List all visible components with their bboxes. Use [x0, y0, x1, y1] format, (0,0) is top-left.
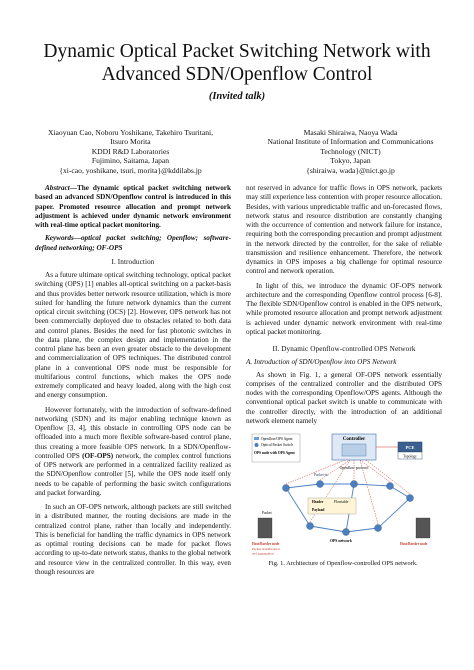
right-column — [246, 184, 442, 426]
paragraph: not reserved in advance for traffic flows in OPS network, packets may still experience less contention with proper resource allocation. Besides, with various unpredictable traffic and un-forecasted flows, network status and resource distribution are constantly changing with the occurrence of contention and network failure for instance, requiring both the corresponding precaution and prompt adjustment in the network directed by the controller, for the sake of reliable transmission and resilience enhancement. Therefore, the network dynamics in OPS imposes a big challenge for optimal resource control and network operation. — [246, 184, 442, 276]
architecture-figure — [250, 432, 436, 562]
svg-text:Payload: Payload — [312, 508, 325, 512]
server-icon — [342, 444, 366, 456]
svg-text:PCE: PCE — [405, 445, 415, 450]
svg-text:and aggregation: and aggregation — [252, 551, 274, 556]
section-2-heading: II. Dynamic Openflow-controlled OPS Network — [272, 345, 416, 353]
pce-box — [376, 442, 422, 459]
svg-text:Packet classification: Packet classification — [252, 547, 280, 551]
keywords: Keywords—optical packet switching; Openflow; software-defined networking; OF-OPS — [35, 234, 231, 252]
host-left — [252, 518, 280, 556]
switch-icon — [255, 443, 259, 447]
svg-text:OPS node with OPS Agent: OPS node with OPS Agent — [254, 451, 295, 455]
svg-text:Packet: Packet — [262, 511, 272, 515]
svg-text:Host/Border node: Host/Border node — [400, 542, 428, 546]
svg-text:Header: Header — [312, 500, 324, 504]
agent-icon — [254, 437, 259, 440]
paragraph: As shown in Fig. 1, a general OF-OPS network essentially comprises of the centralized controller and the distributed OPS nodes with the corresponding Openflow/OPS agents. Although the conventional optical packet switch is unable to communicate with the controller directly, with the introduction of an additional network element namely — [246, 370, 442, 425]
svg-text:Controller: Controller — [342, 437, 366, 442]
paragraph: In such an OF-OPS network, although packets are still switched in a distributed manner, the routing decisions are made in the centralized control plane, rather than locally and independently. This is beneficial for handling the traffic dynamics in OPS network as optimal routing decisions can be made for packet flows according to up-to-date network status, thanks to the global network and resource view in the centralized controller. In this way, even though resources are — [35, 503, 232, 576]
controller-box — [332, 434, 376, 460]
host-right — [400, 518, 430, 546]
left-column — [35, 184, 231, 577]
svg-text:Packet-in: Packet-in — [314, 473, 328, 477]
section-1-heading: I. Introduction — [111, 257, 155, 266]
flowtable-node — [308, 498, 356, 514]
svg-text:Optical Packet Switch: Optical Packet Switch — [261, 443, 293, 447]
figure-caption: Fig. 1. Architecture of Openflow-controlled OPS network. — [268, 560, 418, 567]
paragraph: In light of this, we introduce the dynamic OF-OPS network architecture and the corresponding Openflow control process [6-8]. The flexible SDN/Openflow control is enabled in the OPS network, while promoted resource allocation and prompt network adjustment is achieved under dynamic network environment with real-time optical packet monitoring. — [246, 281, 442, 336]
affiliation-left: Xiaoyuan Cao, Noboru Yoshikane, Takehiro Tsuritani, Itsuro Morita KDDI R&D Laboratories Fujimino, Saitama, Japan {xi-cao, yoshikane, tsuri, morita}@kddilabs.jp — [47, 128, 214, 175]
paragraph: As a future ultimate optical switching technology, optical packet switching (OPS) [1] enables all-optical switching on a packet-basis and thus provides better network resource utilization, which is more suited for handling the future network dynamics than the current optical circuit switching (OCS) [2]. However, OPS network has not been commercially deployed due to obstacles related to both data and control planes. Besides the need for fast photonic switches in the data plane, the complex design and implementation in the control plane has been an even greater obstacle to the development and commercialization of OPS techniques. The distributed control plane in a conventional OPS node must be responsible for multifarious control functions, which makes the OPS node extremely complicated and heavy loaded, along with the high cost and energy consumption. — [35, 271, 231, 400]
paper-title: Dynamic Optical Packet Switching Network with Advanced SDN/Openflow Control — [43, 41, 431, 85]
svg-text:Flowtable: Flowtable — [334, 500, 349, 504]
svg-text:Openflow/OPS Agent: Openflow/OPS Agent — [261, 437, 293, 441]
svg-text:Openflow protocol: Openflow protocol — [339, 466, 369, 470]
abstract: Abstract—The dynamic optical packet switching network based an advanced SDN/Openflow control is introduced in this paper. Promoted resource allocation and prompt network adjustment is achieved under dynamic network environment with real-time optical packet monitoring. — [35, 184, 231, 229]
svg-text:Topology: Topology — [403, 454, 417, 459]
svg-text:OPS network: OPS network — [330, 539, 352, 543]
subsection-a-heading: A. Introduction of SDN/Openflow into OPS Network — [246, 358, 397, 367]
figure-legend — [252, 434, 300, 462]
svg-text:Host/Border node: Host/Border node — [252, 542, 280, 546]
paper-subtitle: (Invited talk) — [208, 91, 266, 102]
paragraph: However fortunately, with the introduction of software-defined networking (SDN) and its major enabling technique known as Openflow [3, 4], this obstacle in controlling OPS node can be offloaded into a much more flexible software-based control plane, thus creating a more feasible OPS network. In a SDN/Openflow-controlled OPS (OF-OPS) network, the complex control functions of OPS network are performed in a centralized facility realized as the SDN/Openflow controller [5], while the OPS node itself only needs to be capable of performing the basic switch configurations and packet forwarding. — [35, 405, 231, 497]
affiliation-right: Masaki Shiraiwa, Naoya Wada National Institute of Information and Communications Technology (NICT) Tokyo, Japan {shiraiwa, wada}@nict.go.jp — [267, 128, 434, 175]
